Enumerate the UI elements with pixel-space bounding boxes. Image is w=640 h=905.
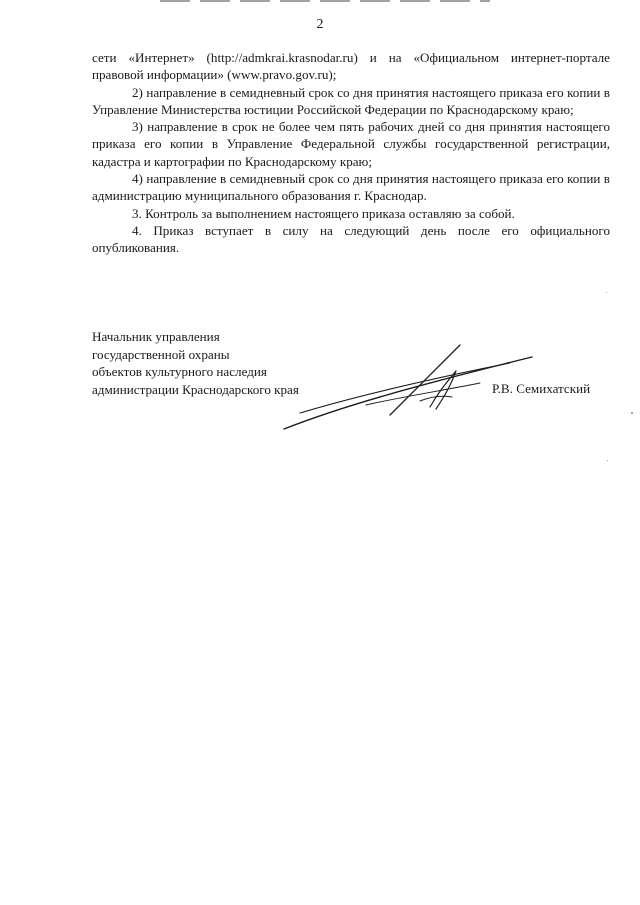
order-body-text <box>92 49 610 257</box>
signatory-title-line: государственной охраны <box>92 346 230 362</box>
signatory-title <box>92 328 299 398</box>
signatory-name: Р.В. Семихатский <box>492 381 591 396</box>
paragraph-clause-4: 4. Приказ вступает в силу на следующий день после его официального опубликования. <box>92 222 610 256</box>
scan-edge-line <box>160 0 490 2</box>
paragraph-continuation: сети «Интернет» (http://admkrai.krasnodar.ru) и на «Официальном интернет-портале правовой информации» (www.pravo.gov.ru); <box>92 50 610 83</box>
scan-speck <box>607 460 608 461</box>
signatory-title-line: объектов культурного наследия <box>92 364 267 380</box>
paragraph-item-4: 4) направление в семидневный срок со дня принятия настоящего приказа его копии в администрацию муниципального образования г. Краснодар. <box>92 171 610 204</box>
paragraph-item-3: 3) направление в срок не более чем пять рабочих дней со дня принятия настоящего приказа его копии в Управление Федеральной службы государственной регистрации, кадастра и картографии по Краснодарскому краю; <box>92 119 610 169</box>
page-number: 2 <box>316 17 324 32</box>
scan-speck <box>631 412 633 414</box>
paragraph-item-2: 2) направление в семидневный срок со дня принятия настоящего приказа его копии в Управление Министерства юстиции Российской Федерации по Краснодарскому краю; <box>92 84 610 117</box>
signatory-title-line: Начальник управления <box>92 329 220 344</box>
signatory-title-line: администрации Краснодарского края <box>92 381 299 397</box>
scan-speck <box>606 292 607 293</box>
paragraph-clause-3: 3. Контроль за выполнением настоящего приказа оставляю за собой. <box>132 205 515 221</box>
